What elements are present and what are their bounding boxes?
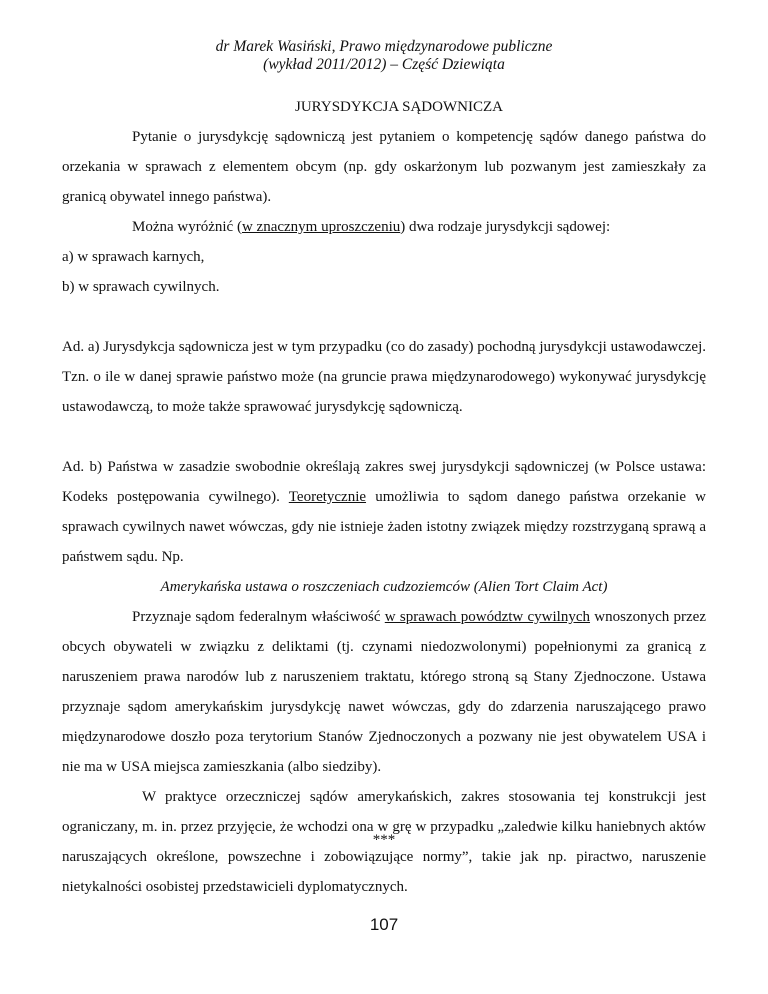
page-header xyxy=(0,38,768,74)
underlined-text: w znacznym uproszczeniu xyxy=(241,219,401,235)
text: ) dwa rodzaje jurysdykcji sądowej: xyxy=(400,219,611,235)
paragraph-act xyxy=(62,602,706,782)
paragraph-practice: W praktyce orzeczniczej sądów amerykańskich, zakres stosowania tej konstrukcji jest ograniczany, m. in. przez przyjęcie, że wchodzi ona w grę w przypadku „zaledwie kilku haniebnych aktów naruszających określone, powszechne i zobowiązujące normy”, takie jak np. piractwo, naruszenie nietykalności osobistej przedstawicieli dyplomatycznych. xyxy=(62,789,706,895)
page-number: 107 xyxy=(369,915,399,934)
act-title: Amerykańska ustawa o roszczeniach cudzoziemców (Alien Tort Claim Act) xyxy=(160,579,608,595)
underlined-text: Teoretycznie xyxy=(288,489,367,505)
spacer xyxy=(62,422,706,452)
section-separator: *** xyxy=(372,832,396,848)
underlined-text: w sprawach powództw cywilnych xyxy=(384,609,591,625)
text: Ad. b) Państwa w zasadzie swobodnie określają zakres swej jurysdykcji sądowniczej (w Polsce ustawa: Kodeks postępowania cywilnego). xyxy=(62,459,706,505)
text: Przyznaje sądom federalnym właściwość xyxy=(132,609,385,625)
paragraph-ad-a: Ad. a) Jurysdykcja sądownicza jest w tym przypadku (co do zasady) pochodną jurysdykcji ustawodawczej. Tzn. o ile w danej sprawie państwo może (na gruncie prawa międzynarodowego) wykonywać jurysdykcję ustawodawczą, to może także sprawować jurysdykcję sądowniczą. xyxy=(62,339,706,415)
header-line-1: dr Marek Wasiński, Prawo międzynarodowe publiczne xyxy=(215,38,553,55)
paragraph-ad-b xyxy=(62,452,706,572)
paragraph-intro: Pytanie o jurysdykcję sądowniczą jest pytaniem o kompetencję sądów danego państwa do orzekania w sprawach z elementem obcym (np. gdy oskarżonym lub pozwanym jest zamieszkały za granicą obywatel innego państwa). xyxy=(62,129,706,205)
text: Można wyróżnić ( xyxy=(132,219,242,235)
paragraph-types xyxy=(62,212,706,242)
spacer xyxy=(62,302,706,332)
list-item-b: b) w sprawach cywilnych. xyxy=(62,279,220,295)
list-item-a: a) w sprawach karnych, xyxy=(62,249,205,265)
section-title: JURYSDYKCJA SĄDOWNICZA xyxy=(295,99,503,115)
header-line-2: (wykład 2011/2012) – Część Dziewiąta xyxy=(263,56,505,73)
document-body xyxy=(62,92,706,902)
text: umożliwia to sądom danego państwa orzekanie w sprawach cywilnych nawet wówczas, gdy nie istnieje żaden istotny związek między rozstrzyganą sprawą a państwem sądu. Np. xyxy=(62,489,706,565)
text: wnoszonych przez obcych obywateli w związku z deliktami (tj. czynami niedozwolonymi) popełnionymi za granicą z naruszeniem prawa narodów lub z naruszeniem traktatu, którego stroną są Stany Zjednoczone. Ustawa przyznaje sądom amerykańskim jurysdykcję nawet wówczas, gdy do zdarzenia naruszającego prawo międzynarodowe doszło poza terytorium Stanów Zjednoczonych a pozwany nie jest obywatelem USA i nie ma w USA miejsca zamieszkania (albo siedziby). xyxy=(62,609,706,775)
